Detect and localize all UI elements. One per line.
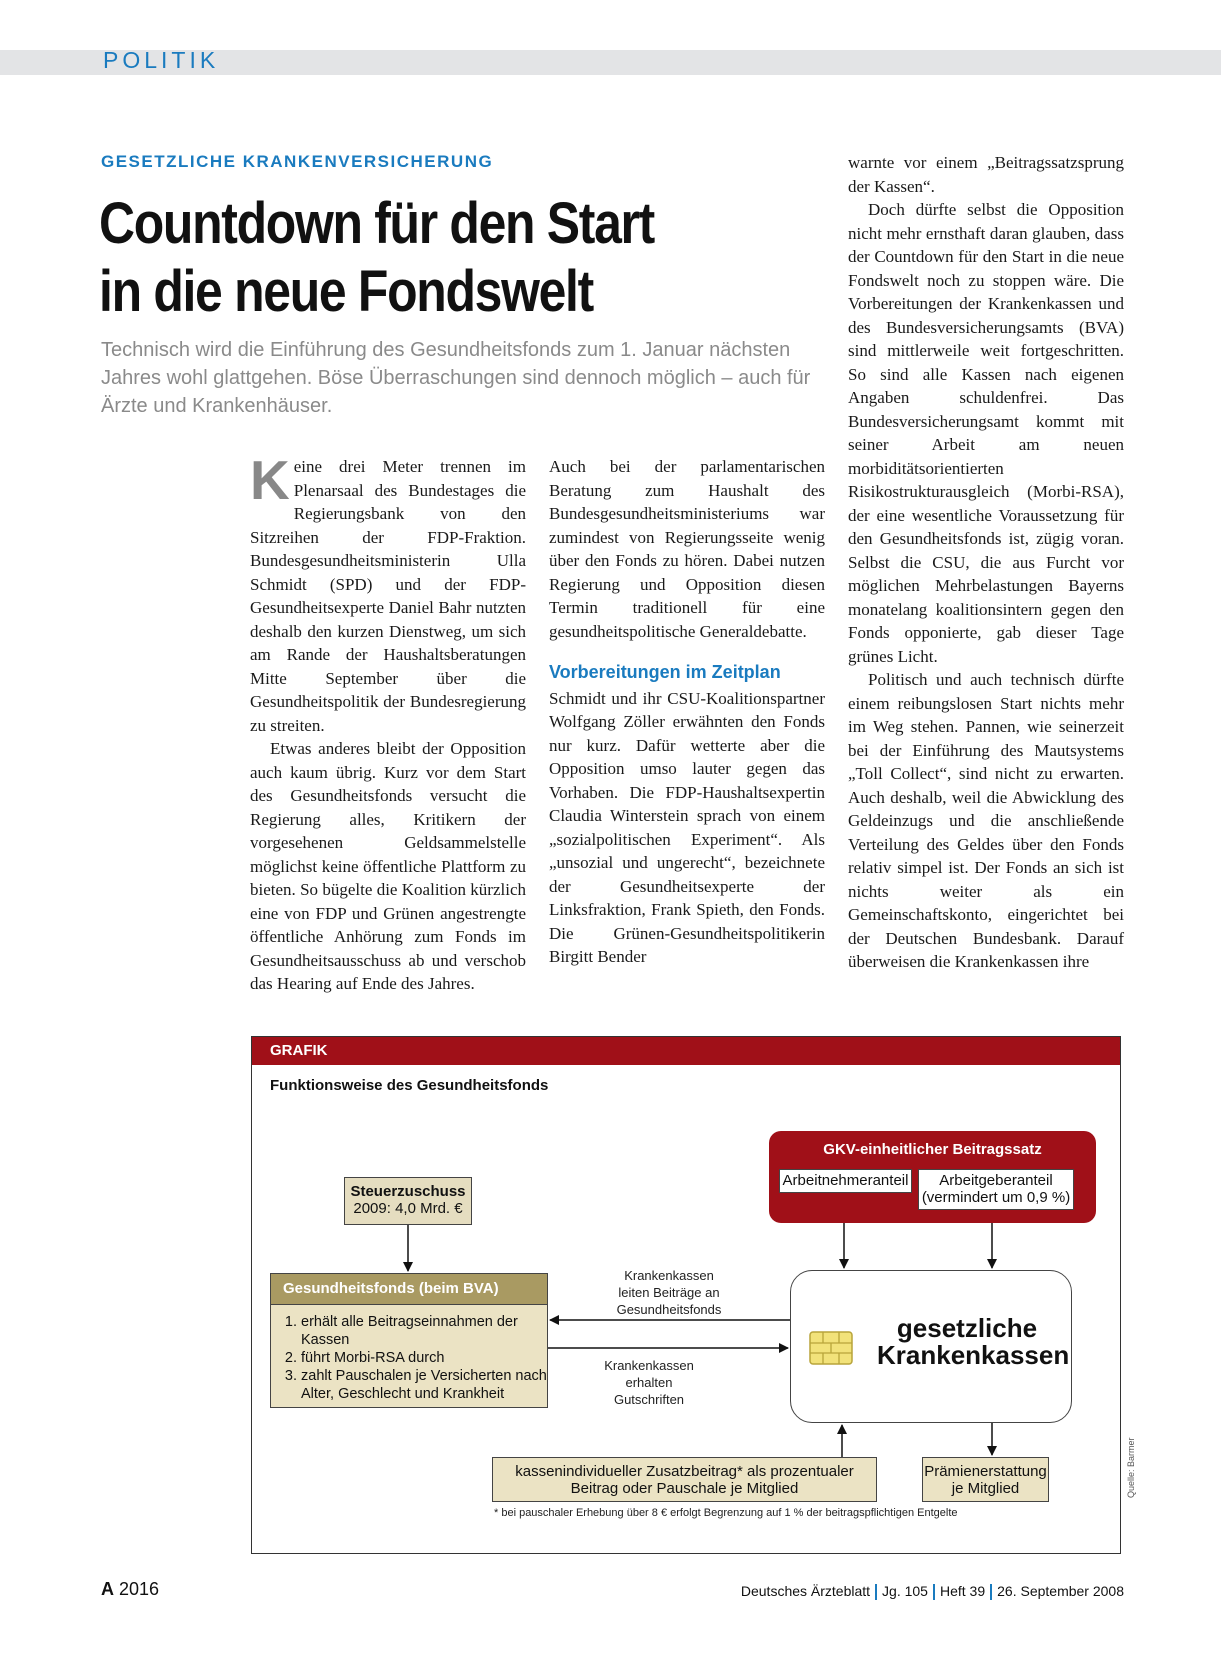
paragraph: Schmidt und ihr CSU-Koalitionspartner Wolfgang Zöller erwähnten den Fonds nur kurz. Dafür wetterte aber die Opposition umso lauter gegen das Vorhaben. Die FDP-Haushaltsexpertin Claudia Winterstein sprach von einem „sozialpolitischen Experiment“. Als „unsozial und ungerecht“, bezeichnete der Gesundheitsexperte der Linksfraktion, Frank Spieth, den Fonds. Die Grünen-Gesundheitspolitikerin Birgitt Bender [549,688,825,966]
praemienerstattung-line: je Mitglied [951,1480,1020,1497]
divider [990,1584,992,1600]
text-column-1 [250,449,526,996]
list-item: 1. erhält alle Beitragseinnahmen der Kassen [301,1313,547,1349]
graphic-source: Quelle: Barmer [1126,1437,1136,1498]
krankenkassen-label [877,1313,1070,1370]
divider [933,1584,935,1600]
steuerzuschuss-box [344,1177,472,1225]
graphic-title: Funktionsweise des Gesundheitsfonds [270,1077,549,1094]
text-column-3 [848,151,1124,974]
flow-label-bottom [569,1357,729,1408]
zusatzbeitrag-line: kassenindividueller Zusatzbeitrag* als prozentualer [515,1463,854,1480]
steuerzuschuss-title: Steuerzuschuss [350,1183,466,1200]
gesundheitsfonds-list [271,1313,547,1403]
page-number [101,1579,159,1600]
zusatzbeitrag-box [492,1457,877,1502]
praemienerstattung-box [922,1457,1049,1502]
beitragssatz-box [769,1131,1096,1223]
krankenkassen-box [790,1270,1072,1423]
flow-label-line: leiten Beiträge an [618,1285,720,1300]
paragraph [250,449,526,737]
flow-label-line: Gutschriften [613,1392,685,1407]
divider [875,1584,877,1600]
praemienerstattung-line: Prämienerstattung [924,1463,1047,1480]
journal-name: Deutsches Ärzteblatt [740,1583,871,1599]
title-line-1: Countdown für den Start [99,191,654,256]
arbeitgeberanteil-box [918,1169,1074,1210]
arbeitnehmeranteil-box: Arbeitnehmeranteil [779,1169,912,1193]
journal-date: 26. September 2008 [997,1583,1124,1599]
paragraph-text: eine drei Meter trennen im Plenarsaal des Bundestages die Regierungsbank von den Sitzreihen der FDP-Fraktion. Bundesgesundheitsministerin Ulla Schmidt (SPD) und der FDP-Gesundheitsexperte Daniel Bahr nutzten deshalb den kurzen Dienstweg, um sich am Rande der Haushaltsberatungen Mitte September über die Gesundheitspolitik der Bundesregierung zu streiten. [250,457,526,735]
title-line-2: in die neue Fondswelt [99,259,593,324]
gesundheitsfonds-title: Gesundheitsfonds (beim BVA) [271,1274,547,1305]
list-item: 3. zahlt Pauschalen je Versicherten nach Alter, Geschlecht und Krankheit [301,1367,547,1403]
flow-label-top [589,1267,749,1318]
journal-issue: Heft 39 [939,1583,986,1599]
publication-info [741,1583,1124,1600]
krankenkassen-label-line: Krankenkassen [877,1340,1070,1370]
text-column-2 [549,455,825,969]
flow-label-line: erhalten [625,1375,673,1390]
paragraph: Etwas anderes bleibt der Opposition auch kaum übrig. Kurz vor dem Start des Gesundheitsfonds versucht die Regierung alles, Kritikern der vorgesehenen Geldsammelstelle möglichst keine öffentliche Plattform zu bieten. So bügelte die Koalition kürzlich eine von FDP und Grünen angestrengte öffentliche Anhörung zum Fonds im Gesundheitsausschuss ab und verschob das Hearing auf Ende des Jahres. [250,739,526,993]
section-label: POLITIK [103,47,220,73]
journal-volume: Jg. 105 [882,1583,928,1599]
krankenkassen-label-line: gesetzliche [896,1313,1038,1343]
graphic-box [251,1036,1121,1554]
subheading: Vorbereitungen im Zeitplan [549,662,781,682]
paragraph: Auch bei der parlamentarischen Beratung zum Haushalt des Bundesgesundheitsministeriums war zumindest von Regierungsseite wenig über den Fonds zu hören. Dabei nutzen Regierung und Opposition diesen Termin traditionell für eine gesundheitspolitische Generaldebatte. [549,457,825,641]
graphic-footnote: * bei pauschaler Erhebung über 8 € erfolgt Begrenzung auf 1 % der beitragspflichtigen Entgelte [494,1507,958,1519]
paragraph: Politisch und auch technisch dürfte einem reibungslosen Start nichts mehr im Weg stehen. Pannen, wie seinerzeit bei der Einführung des Mautsystems „Toll Collect“, sind nicht zu erwarten. Auch deshalb, weil die Abwicklung des Geldeinzugs und die anschließende Verteilung des Geldes über den Fonds relativ simpel ist. Der Fonds an sich ist nichts weiter als ein Gemeinschaftskonto, eingerichtet bei der Deutschen Bundesbank. Darauf überweisen die Krankenkassen ihre [848,670,1124,971]
paragraph: warnte vor einem „Beitragssatzsprung der Kassen“. [848,153,1124,196]
gesundheitsfonds-box [270,1273,548,1408]
zusatzbeitrag-line: Beitrag oder Pauschale je Mitglied [570,1480,799,1497]
flow-label-line: Krankenkassen [624,1268,714,1283]
article-title [99,190,654,326]
drop-cap: K [250,449,290,511]
flow-label-line: Gesundheitsfonds [616,1302,722,1317]
page-number-value: 2016 [119,1579,160,1599]
article-kicker: GESETZLICHE KRANKENVERSICHERUNG [101,152,494,171]
paragraph: Doch dürfte selbst die Opposition nicht mehr ernsthaft daran glauben, dass der Countdown für den Start in die neue Fondswelt noch zu stoppen wäre. Die Vorbereitungen der Krankenkassen und des Bundesversicherungsamts (BVA) sind mittlerweile weit fortgeschritten. So sind alle Kassen nach eigenen Angaben schuldenfrei. Das Bundesversicherungsamt kommt mit seiner Arbeit am neuen morbiditätsorientierten Risikostrukturausgleich (Morbi-RSA), der eine wesentliche Voraussetzung für den Gesundheitsfonds ist, zügig voran. Selbst die CSU, die aus Furcht vor möglichen Mehrbelastungen Bayerns monatelang koalitionsintern gegen den Fonds opponierte, gab dieser Tage grünes Licht. [848,200,1124,666]
steuerzuschuss-value: 2009: 4,0 Mrd. € [353,1200,463,1217]
beitragssatz-title: GKV-einheitlicher Beitragssatz [823,1141,1042,1158]
chip-card-icon [809,1331,853,1365]
flow-label-line: Krankenkassen [604,1358,694,1373]
arbeitgeberanteil-note: (vermindert um 0,9 %) [921,1189,1071,1206]
graphic-label: GRAFIK [270,1042,328,1059]
list-item: 2. führt Morbi-RSA durch [301,1349,547,1367]
arbeitgeberanteil-label: Arbeitgeberanteil [939,1172,1053,1189]
article-lead: Technisch wird die Einführung des Gesundheitsfonds zum 1. Januar nächsten Jahres wohl glattgehen. Böse Überraschungen sind dennoch möglich – auch für Ärzte und Krankenhäuser. [101,339,811,417]
page-prefix: A [101,1579,114,1599]
